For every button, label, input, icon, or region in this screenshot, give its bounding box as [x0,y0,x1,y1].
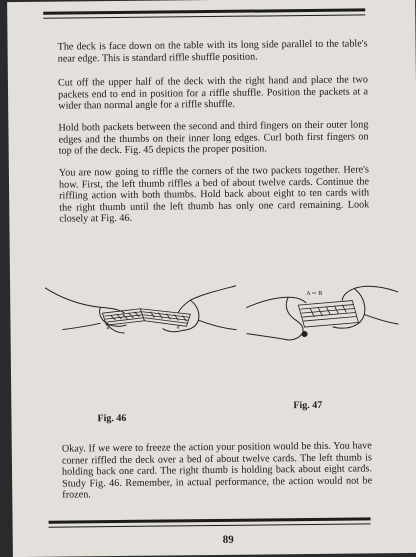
fig47-label-b: B [318,290,323,297]
fig-46-caption: Fig. 46 [97,412,127,425]
bottom-rule-thin [49,523,371,527]
bottom-rule-thick [49,517,371,523]
fig-47-caption: Fig. 47 [293,399,323,412]
fig46-label-right: a [176,322,180,331]
book-page [7,0,416,557]
top-rule-thin [43,14,365,18]
top-rule-thick [43,8,365,14]
fig46-label-left: a [106,323,110,332]
paragraph-1: The deck is face down on the table with its long side parallel to the table's near edge. This is standard riffle shuffle position. [57,38,368,65]
paragraph-3: Hold both packets between the second and third fingers on their outer long edges and the thumbs on their inner long edges. Curl both first fingers on top of the deck. Fig. 45 depicts the proper position. [58,119,369,157]
figure-47 [242,278,403,355]
hands-riffle-illustration-47 [242,278,403,355]
figure-46 [40,278,241,350]
hands-riffle-illustration-46 [40,278,241,350]
fig47-label-a: A [306,290,311,298]
paragraph-2: Cut off the upper half of the deck with the right hand and place the two packets end to end in position for a riffle shuffle. Position the packets at a wider than normal angle for a riffle shuffle. [57,74,369,112]
page-number: 89 [222,533,234,546]
paragraph-5: Okay. If we were to freeze the action your position would be this. You have corner riffled the deck over a bed of about twelve cards. The left thumb is holding back one card. The right thumb is holding back about eight cards. Study Fig. 46. Remember, in actual performance, the action would not be frozen. [61,440,373,501]
paragraph-4: You are now going to riffle the corners of the two packets together. Here's how. First, the left thumb riffles a bed of about twelve cards. Continue the riffling action with both thumbs. Hold back about eight to ten cards with the right thumb until the left thumb has only one card remaining. Look closely at Fig. 46. [58,164,370,225]
